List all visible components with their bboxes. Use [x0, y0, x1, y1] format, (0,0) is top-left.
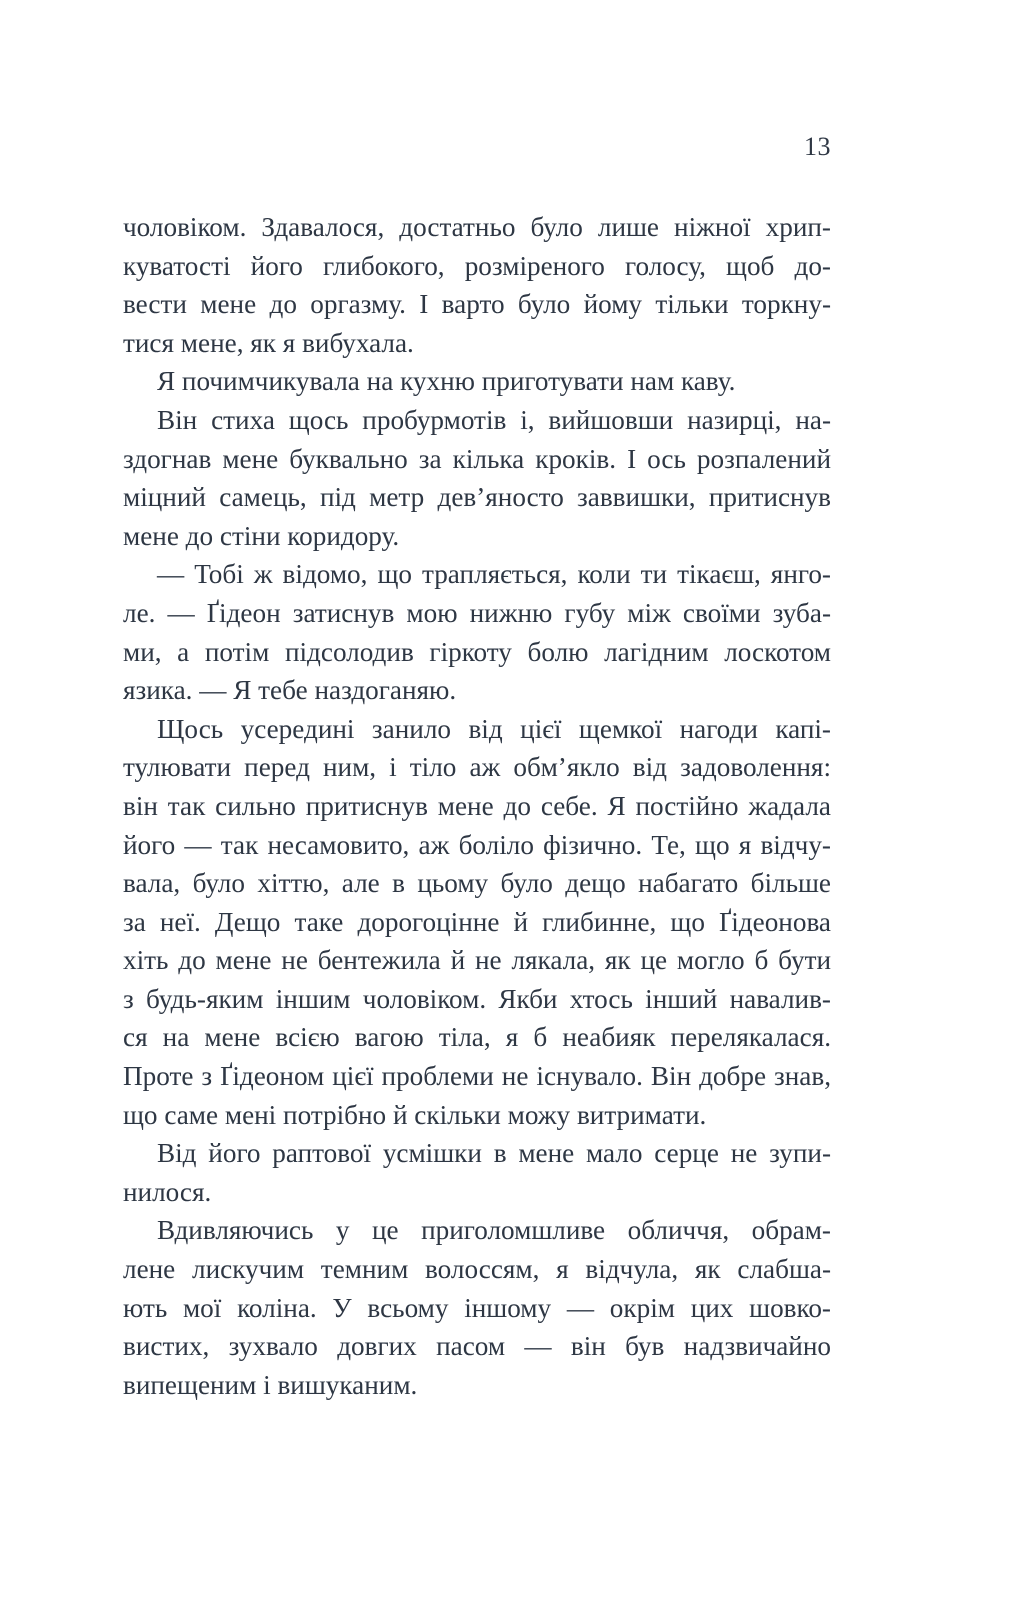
- text-line: мене до стіни коридору.: [123, 520, 400, 551]
- text-line: язика. — Я тебе наздоганяю.: [123, 675, 457, 706]
- text-line: вести мене до оргазму. І варто було йому тільки торкну-: [123, 289, 831, 320]
- text-line: тися мене, як я вибухала.: [123, 327, 414, 358]
- text-line: Від його раптової усмішки в мене мало серце не зупи-: [157, 1138, 831, 1169]
- text-line: куватості його глибокого, розміреного голосу, щоб до-: [123, 250, 831, 281]
- text-line: Він стиха щось пробурмотів і, вийшовши назирці, на-: [157, 404, 831, 435]
- text-line: вистих, зухвало довгих пасом — він був надзвичайно: [123, 1331, 831, 1362]
- text-line: тулювати перед ним, і тіло аж обм’якло від задоволення:: [123, 752, 831, 783]
- text-line: з будь-яким іншим чоловіком. Якби хтось інший навалив-: [123, 983, 831, 1014]
- text-line: Проте з Ґідеоном цієї проблеми не існувало. Він добре знав,: [123, 1061, 831, 1092]
- text-line: ють мої коліна. У всьому іншому — окрім цих шовко-: [123, 1292, 831, 1323]
- text-line: хіть до мене не бентежила й не лякала, як це могло б бути: [123, 945, 831, 976]
- text-line: Щось усередині занило від цієї щемкої нагоди капі-: [157, 713, 831, 744]
- text-line: ми, а потім підсолодив гіркоту болю лагідним лоскотом: [123, 636, 831, 667]
- text-line: він так сильно притиснув мене до себе. Я постійно жадала: [123, 790, 831, 821]
- text-line: — Тобі ж відомо, що трапляється, коли ти тікаєш, янго-: [157, 559, 831, 590]
- text-line: Вдивляючись у це приголомшливе обличчя, обрам-: [157, 1215, 831, 1246]
- text-line: Я почимчикувала на кухню приготувати нам каву.: [157, 366, 736, 397]
- page-number: 13: [804, 132, 831, 161]
- text-line: ся на мене всією вагою тіла, я б неабияк перелякалася.: [123, 1022, 831, 1053]
- text-line: що саме мені потрібно й скільки можу витримати.: [123, 1099, 707, 1130]
- text-line: міцний самець, під метр дев’яносто заввишки, притиснув: [123, 482, 831, 513]
- text-line: чоловіком. Здавалося, достатньо було лише ніжної хрип-: [123, 212, 831, 242]
- text-line: ле. — Ґідеон затиснув мою нижню губу між своїми зуба-: [123, 597, 831, 628]
- text-line: його — так несамовито, аж боліло фізично. Те, що я відчу-: [123, 829, 831, 860]
- text-line: здогнав мене буквально за кілька кроків. І ось розпалений: [123, 443, 831, 474]
- text-line: за неї. Дещо таке дорогоцінне й глибинне, що Ґідеонова: [123, 906, 831, 937]
- text-line: випещеним і вишуканим.: [123, 1369, 418, 1400]
- text-line: вала, було хіттю, але в цьому було дещо набагато більше: [123, 868, 831, 899]
- text-line: лене лискучим темним волоссям, я відчула, як слабша-: [123, 1254, 831, 1285]
- text-block: [123, 208, 831, 1404]
- text-line: нилося.: [123, 1176, 212, 1207]
